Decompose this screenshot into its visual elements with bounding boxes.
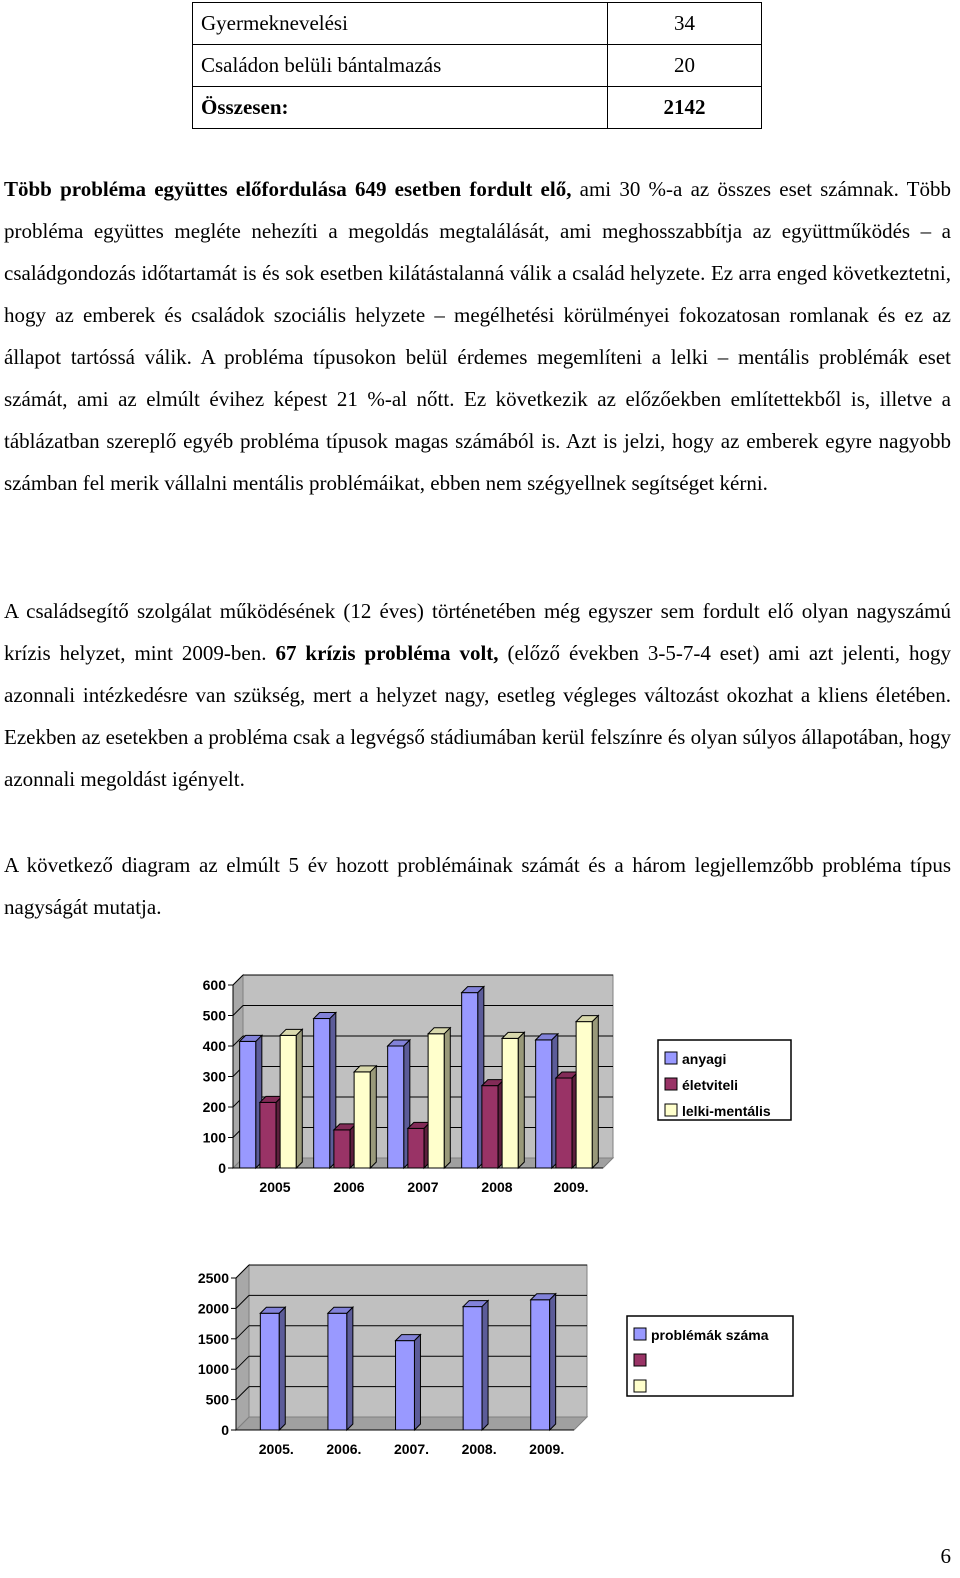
chart-bar-side bbox=[592, 1016, 598, 1168]
table-cell-label: Családon belüli bántalmazás bbox=[193, 45, 608, 87]
table-row bbox=[193, 3, 762, 45]
table-cell-label: Gyermeknevelési bbox=[193, 3, 608, 45]
chart-bar bbox=[428, 1034, 444, 1168]
chart-bar bbox=[463, 1307, 482, 1430]
chart-side-wall bbox=[236, 1265, 249, 1430]
chart-tick-label: 400 bbox=[202, 1038, 226, 1054]
chart-bar bbox=[354, 1072, 370, 1168]
chart-bar bbox=[260, 1313, 279, 1430]
chart-bar bbox=[328, 1313, 347, 1430]
chart-tick-label: 2000 bbox=[197, 1300, 229, 1317]
table-cell-value: 2142 bbox=[608, 87, 762, 129]
statistics-table bbox=[192, 2, 762, 129]
chart-bar-side bbox=[482, 1301, 488, 1430]
legend-swatch bbox=[665, 1078, 677, 1090]
table-cell-value: 34 bbox=[608, 3, 762, 45]
paragraph-chart-intro: A következő diagram az elmúlt 5 év hozott problémáinak számát és a három legjellemzőbb probléma típus nagyságát mutatja. bbox=[4, 853, 951, 919]
chart-tick-label: 1500 bbox=[197, 1330, 229, 1347]
chart-bar bbox=[502, 1038, 518, 1168]
legend-swatch bbox=[634, 1328, 646, 1340]
chart-bar bbox=[334, 1130, 350, 1168]
chart-tick-label: 2500 bbox=[197, 1270, 229, 1286]
chart-bar bbox=[408, 1128, 424, 1168]
page-number: 6 bbox=[940, 1544, 951, 1568]
chart-category-label: 2007 bbox=[407, 1179, 439, 1195]
chart-category-label: 2008 bbox=[481, 1179, 513, 1195]
chart-category-label: 2009. bbox=[529, 1441, 565, 1457]
chart-bar bbox=[576, 1022, 592, 1168]
chart-tick-label: 0 bbox=[221, 1422, 229, 1438]
chart-category-label: 2007. bbox=[393, 1441, 430, 1457]
legend-label: problémák száma bbox=[651, 1327, 769, 1343]
legend-swatch bbox=[634, 1380, 646, 1392]
legend-label: életviteli bbox=[682, 1077, 739, 1093]
chart-category-label: 2008. bbox=[461, 1441, 497, 1457]
paragraph-crisis bbox=[4, 590, 951, 800]
chart-bar-side bbox=[370, 1066, 376, 1168]
chart-bar bbox=[388, 1046, 404, 1168]
chart-category-label: 2005. bbox=[258, 1441, 294, 1457]
chart-category-label: 2005 bbox=[259, 1179, 291, 1195]
chart-bar-side bbox=[347, 1307, 353, 1430]
chart-category-label: 2009. bbox=[553, 1179, 589, 1195]
problem-types-chart bbox=[0, 955, 820, 1205]
paragraph-text: (előző években 3-5-7-4 eset) ami azt jelenti, hogy azonnali intézkedésre van szükség, mert a helyzet nagy, esetleg végleges változást okozhat a kliens életében. Ezekben az esetekben a probléma csak a legvégső stádiumában kerül felszínre és olyan súlyos állapotában, hogy azonnali megoldást igényelt. bbox=[4, 641, 951, 791]
table-cell-value: 20 bbox=[608, 45, 762, 87]
chart-tick-label: 500 bbox=[202, 1007, 226, 1024]
chart-tick-label: 1000 bbox=[197, 1361, 229, 1378]
table-row bbox=[193, 45, 762, 87]
chart-bar bbox=[260, 1102, 276, 1168]
chart-bar bbox=[556, 1078, 572, 1168]
legend-swatch bbox=[665, 1104, 677, 1116]
table-row-total bbox=[193, 87, 762, 129]
chart-tick-label: 100 bbox=[202, 1129, 226, 1146]
paragraph-text: ami 30 %-a az összes eset számnak. Több probléma együttes megléte nehezíti a megoldás megtalálását, ami meghosszabbítja az együttműködés – a családgondozás időtartamát is és sok esetben kilátástalanná válik a család helyzete. Ez arra enged következtetni, hogy az emberek és családok szociális helyzete – megélhetési körülményei fokozatosan romlanak és ez az állapot tartóssá válik. A probléma típusokon belül érdemes megemlíteni a lelki – mentális problémák eset számát, ami az elmúlt évihez képest 21 %-al nőtt. Ez következik az előzőekben említettekből is, illetve a táblázatban szereplő egyéb probléma típusok magas számából is. Azt is jelzi, hogy az emberek egyre nagyobb számban fel merik vállalni mentális problémáikat, ebben nem szégyellnek segítséget kérni. bbox=[4, 177, 951, 495]
table-cell-label: Összesen: bbox=[193, 87, 608, 129]
paragraph-multiple-problems bbox=[4, 168, 951, 504]
paragraph-bold-text: 67 krízis probléma volt, bbox=[275, 641, 499, 665]
chart-tick-label: 200 bbox=[202, 1099, 226, 1115]
chart-bar bbox=[314, 1019, 330, 1168]
chart-bar bbox=[482, 1086, 498, 1168]
chart-tick-label: 0 bbox=[218, 1160, 226, 1176]
chart-category-label: 2006 bbox=[333, 1179, 365, 1195]
chart-bar-side bbox=[414, 1335, 420, 1430]
chart-bar-side bbox=[518, 1032, 524, 1168]
legend-label: lelki-mentális bbox=[682, 1103, 771, 1119]
chart-category-label: 2006. bbox=[326, 1441, 362, 1457]
chart-bar bbox=[462, 993, 478, 1168]
chart-bar-side bbox=[550, 1294, 556, 1430]
chart-tick-label: 500 bbox=[205, 1391, 229, 1408]
chart-bar bbox=[531, 1300, 550, 1430]
chart-bar bbox=[240, 1041, 256, 1168]
paragraph-bold-text: Több probléma együttes előfordulása 649 esetben fordult elő, bbox=[4, 177, 572, 201]
legend-label: anyagi bbox=[682, 1051, 727, 1067]
chart-bar-side bbox=[296, 1029, 302, 1168]
problem-count-chart bbox=[0, 1248, 820, 1463]
chart-tick-label: 300 bbox=[202, 1068, 226, 1085]
legend-swatch bbox=[665, 1052, 677, 1064]
chart-bar-side bbox=[279, 1307, 285, 1430]
paragraph-text: A családsegítő szolgálat működésének (12 éves) történetében még egyszer sem fordult elő olyan nagyszámú krízis helyzet, mint 2009-ben. bbox=[4, 599, 951, 665]
legend-swatch bbox=[634, 1354, 646, 1366]
chart-tick-label: 600 bbox=[202, 977, 226, 993]
chart-bar-side bbox=[444, 1028, 450, 1168]
chart-bar bbox=[536, 1040, 552, 1168]
chart-bar bbox=[280, 1035, 296, 1168]
chart-bar bbox=[396, 1341, 415, 1430]
